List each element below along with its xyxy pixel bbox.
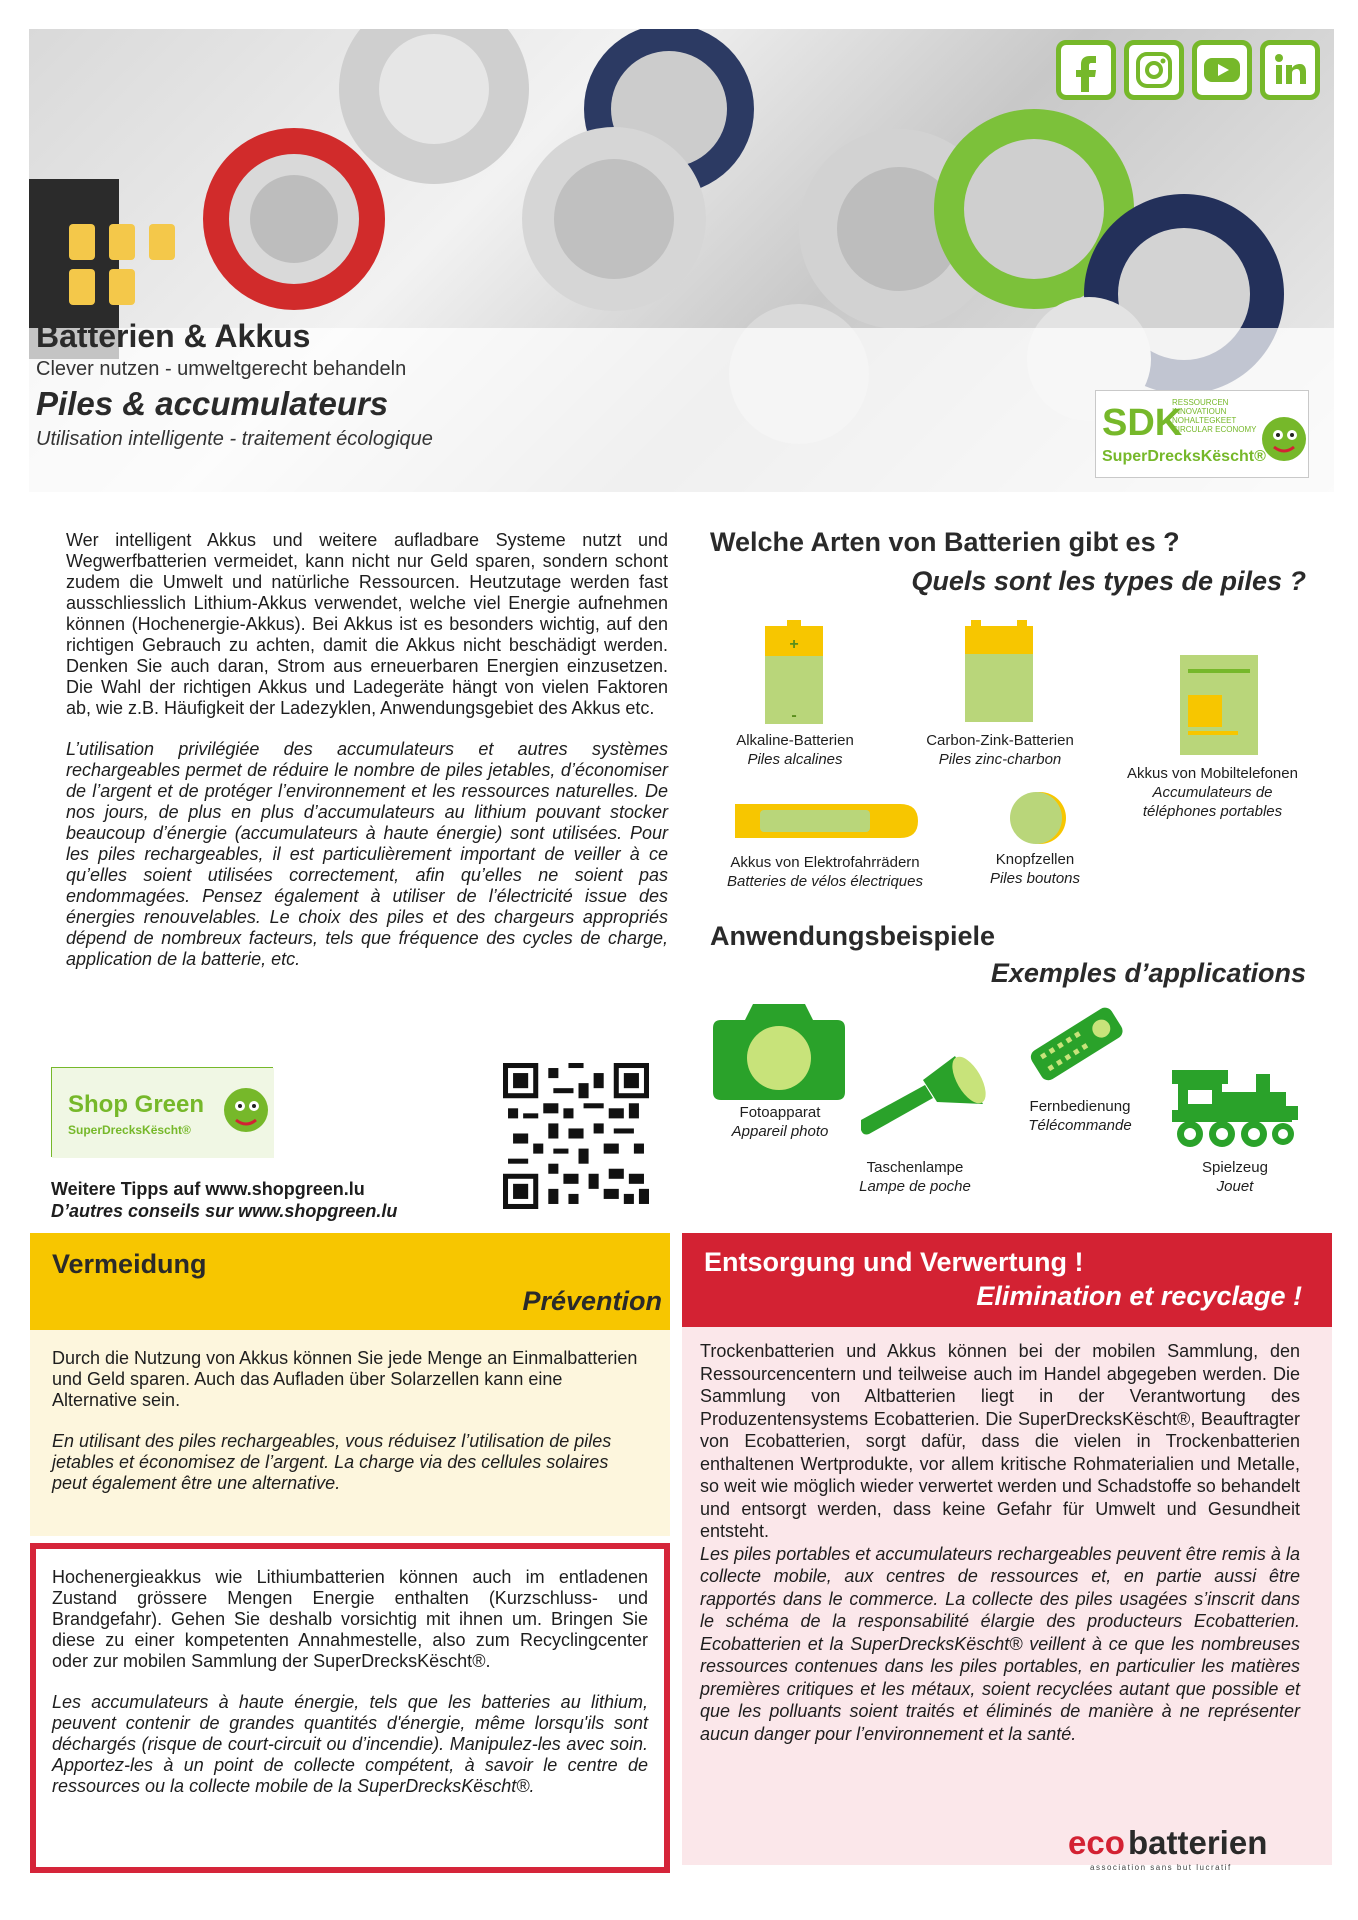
facebook-icon[interactable]	[1056, 40, 1116, 100]
intro-text	[66, 530, 668, 970]
page-title-de: Batterien & Akkus	[36, 318, 311, 354]
disposal-header	[682, 1233, 1332, 1327]
type-label-carbon-zinc: Carbon-Zink-Batterien Piles zinc-charbon	[926, 732, 1074, 768]
page-title-fr: Piles & accumulateurs	[36, 385, 389, 422]
shopgreen-logo[interactable]	[51, 1067, 273, 1157]
disposal-body	[682, 1327, 1332, 1865]
disposal-body-de: Trockenbatterien und Akkus können bei der mobilen Sammlung, den Ressourcencentern und teilweise auch im Handel abgegeben werden. Die Sammlung von Altbatterien liegt in der Verantwortung des Produzentensystems Ecobatterien. Die SuperDrecksKëscht®, Beauftragter von Ecobatterien, sorgt dafür, dass die vielen in Trockenbatterien enthaltenen Wertprodukte, vor allem kritische Rohmaterialien und Metalle, so weit wie möglich wieder verwertet werden und Schadstoffe so behandelt und entsorgt werden, dass keine Gefahr für Umwelt und Gesundheit entsteht.	[700, 1341, 1300, 1541]
toy-train-icon	[1168, 1062, 1300, 1152]
plus-sign: +	[789, 636, 799, 653]
page-subtitle-fr: Utilisation intelligente - traitement écologique	[36, 428, 433, 450]
remote-control-icon	[1020, 1000, 1130, 1090]
shopgreen-logo-line1: Shop Green	[68, 1091, 205, 1118]
warning-box	[30, 1543, 670, 1873]
prevention-header	[30, 1233, 670, 1330]
sdk-logo-line-4: CIRCULAR ECONOMY	[1172, 425, 1257, 434]
flashlight-icon	[855, 1050, 990, 1140]
disposal-body-fr: Les piles portables et accumulateurs rechargeables peuvent être remis à la collecte mobile, aux centres de ressources et, en partie aussi être rapportés dans le commerce. La collecte des piles usagées s’inscrit dans le schéma de la responsabilité élargie des producteurs Ecobatterien. Ecobatterien et la SuperDrecksKëscht® veillent à ce que les nombreuses ressources contenues dans les piles portables, en particulier les matières premières critiques et les métaux, soient recyclées autant que possible et que les polluants soient traités et éliminés de manière à ne représenter aucun danger pour l’environnement et la santé.	[700, 1543, 1300, 1744]
ebike-battery-icon	[730, 796, 920, 846]
disposal-heading-fr: Elimination et recyclage !	[976, 1281, 1302, 1311]
type-label-alkaline: Alkaline-Batterien Piles alcalines	[736, 732, 854, 768]
usage-heading-de: Anwendungsbeispiele	[710, 921, 996, 951]
prevention-body-de: Durch die Nutzung von Akkus können Sie jede Menge an Einmalbatterien und Geld sparen. Auch das Aufladen über Solarzellen kann eine Alternative sein.	[52, 1348, 638, 1410]
usage-label-flashlight: Taschenlampe Lampe de poche	[859, 1159, 971, 1195]
prevention-body	[30, 1330, 670, 1536]
sdk-logo-line-2: INNOVATIOUN	[1172, 407, 1227, 416]
shopgreen-logo-line2: SuperDrecksKëscht®	[68, 1123, 191, 1137]
type-label-ebike: Akkus von Elektrofahrrädern Batteries de vélos électriques	[727, 854, 923, 890]
usage-label-toy: Spielzeug Jouet	[1202, 1159, 1268, 1195]
ecobatterien-logo	[1060, 1818, 1310, 1874]
type-label-button-cell: Knopfzellen Piles boutons	[989, 851, 1081, 887]
warning-body-fr: Les accumulateurs à haute énergie, tels que les batteries au lithium, peuvent contenir de grandes quantités d'énergie, même lorsqu'ils sont déchargés (risque de court-circuit ou d’incendie). Manipulez-les avec soin. Apportez-les à un point de collecte compétent, à savoir le centre de ressources ou la collecte mobile de la SuperDrecksKëscht®.	[52, 1692, 648, 1796]
eco-logo-batterien: batterien	[1128, 1824, 1268, 1861]
tips-block	[51, 1178, 397, 1222]
qr-code[interactable]	[503, 1063, 649, 1209]
usage-label-camera: Fotoapparat Appareil photo	[731, 1104, 829, 1140]
eco-logo-eco: eco	[1068, 1824, 1125, 1861]
carbon-zinc-battery-icon	[965, 620, 1033, 722]
prevention-heading-fr: Prévention	[522, 1286, 662, 1316]
instagram-icon[interactable]	[1124, 40, 1184, 100]
linkedin-icon[interactable]	[1260, 40, 1320, 100]
button-cell-icon	[1008, 790, 1068, 846]
tips-de[interactable]: Weitere Tipps auf www.shopgreen.lu	[51, 1179, 365, 1199]
prevention-body-fr: En utilisant des piles rechargeables, vous réduisez l’utilisation de piles jetables et économisez de l’argent. La charge via des cellules solaires peut également être une alternative.	[52, 1431, 612, 1493]
warning-body-de: Hochenergieakkus wie Lithiumbatterien können auch im entladenen Zustand grössere Mengen Energie enthalten (Kurzschluss- und Brandgefahr). Gehen Sie deshalb vorsichtig mit ihnen um. Bringen Sie diese zu einer kompetenten Annahmestelle, also zum Recyclingcenter oder zur mobilen Sammlung der SuperDrecksKëscht®.	[52, 1567, 648, 1671]
usage-label-remote: Fernbedienung Télécommande	[1028, 1098, 1132, 1134]
sdk-logo-big: SDK	[1102, 402, 1183, 444]
social-links	[1056, 40, 1320, 100]
prevention-heading-de: Vermeidung	[52, 1249, 207, 1279]
sdk-logo-name: SuperDrecksKëscht®	[1102, 448, 1266, 465]
tips-fr[interactable]: D’autres conseils sur www.shopgreen.lu	[51, 1201, 398, 1221]
phone-battery-icon	[1180, 655, 1258, 755]
type-label-phone: Akkus von Mobiltelefonen Accumulateurs de téléphones portables	[1127, 765, 1298, 820]
camera-icon	[713, 1000, 845, 1100]
sdk-logo-line-1: RESSOURCEN	[1172, 398, 1229, 407]
intro-de: Wer intelligent Akkus und weitere aufladbare Systeme nutzt und Wegwerfbatterien vermeidet, kann nicht nur Geld sparen, sondern schont zudem die Umwelt und natürliche Ressourcen. Heutzutage werden fast ausschliesslich Lithium-Akkus verwendet, welche viel Energie aufnehmen können (Hochenergie-Akkus). Bei Akkus ist es besonders wichtig, auf den richtigen Gebrauch zu achten, damit die Akkus nicht beschädigt werden. Denken Sie auch daran, Strom aus erneuerbaren Energien einzusetzen. Die Wahl der richtigen Akkus und Ladegeräte hängt von vielen Faktoren ab, wie z.B. Häufigkeit der Ladezyklen, Anwendungsgebiet des Akkus etc.	[66, 530, 668, 718]
usage-heading-fr: Exemples d’applications	[990, 958, 1306, 988]
minus-sign: -	[791, 707, 797, 724]
page-subtitle-de: Clever nutzen - umweltgerecht behandeln	[36, 358, 407, 380]
sdk-logo	[1095, 390, 1309, 478]
intro-fr: L’utilisation privilégiée des accumulateurs et autres systèmes rechargeables permet de réduire le nombre de piles jetables, d’économiser de l’argent et de protéger l’environnement et les ressources naturelles. De nos jours, de plus en plus d’accumulateurs au lithium pouvant stocker beaucoup d’énergie (accumulateurs à haute énergie) sont utilisées. Pour les piles rechargeables, il est particulièrement important de veiller à ce qu’elles soient utilisées correctement, afin qu’elles ne soient pas endommagées. Pensez également à utiliser de l’électricité issue des énergies renouvelables. Le choix des piles et des chargeurs appropriés dépend de nombreux facteurs, tels que fréquence des cycles de charge, application de la batterie, etc.	[66, 739, 668, 969]
sdk-logo-line-3: NOHALTEGKEET	[1172, 416, 1237, 425]
types-heading-fr: Quels sont les types de piles ?	[911, 566, 1306, 596]
disposal-heading-de: Entsorgung und Verwertung !	[704, 1247, 1084, 1277]
eco-logo-tagline: association sans but lucratif	[1090, 1863, 1232, 1872]
alkaline-battery-icon	[765, 620, 823, 724]
youtube-icon[interactable]	[1192, 40, 1252, 100]
types-heading-de: Welche Arten von Batterien gibt es ?	[710, 527, 1180, 557]
